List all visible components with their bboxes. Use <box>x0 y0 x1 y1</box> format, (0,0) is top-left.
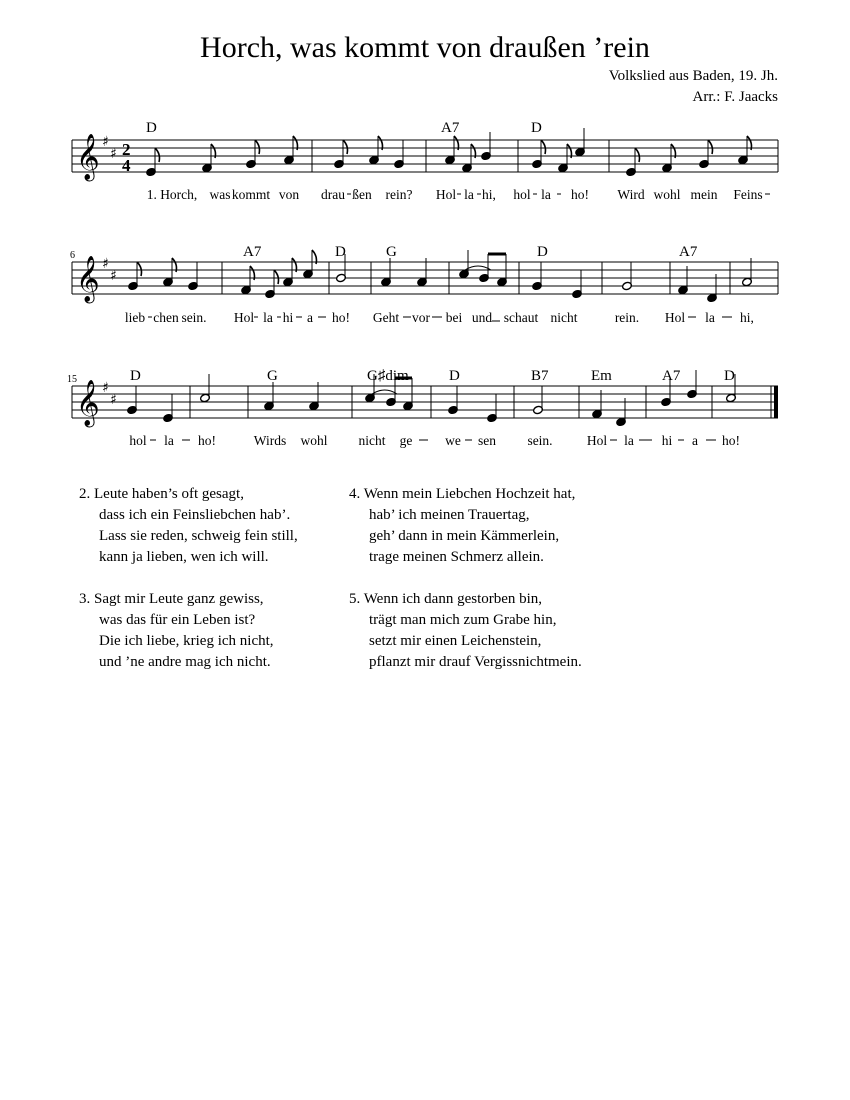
staff-lines <box>72 386 778 418</box>
svg-text:we: we <box>445 433 461 448</box>
svg-text:B7: B7 <box>531 368 549 384</box>
system-1 <box>72 120 778 202</box>
svg-text:hi,: hi, <box>740 310 754 325</box>
svg-text:schaut: schaut <box>503 310 539 325</box>
svg-text:D: D <box>537 244 548 260</box>
svg-text:♯: ♯ <box>110 392 117 408</box>
verse-4 <box>349 484 575 568</box>
svg-text:G: G <box>267 368 278 384</box>
verse-line: trage meinen Schmerz allein. <box>369 549 544 565</box>
svg-text:la: la <box>464 187 474 202</box>
svg-text:D: D <box>130 368 141 384</box>
svg-text:sein.: sein. <box>181 310 207 325</box>
treble-clef: 𝄞 <box>76 256 100 302</box>
svg-text:wohl: wohl <box>653 187 681 202</box>
key-signature <box>102 134 117 162</box>
svg-text:Wirds: Wirds <box>253 433 287 448</box>
svg-text:wohl: wohl <box>300 433 328 448</box>
verse-line: und ’ne andre mag ich nicht. <box>99 654 271 670</box>
verse-line: hab’ ich meinen Trauertag, <box>369 507 530 523</box>
svg-text:D: D <box>146 120 157 136</box>
svg-text:mein: mein <box>690 187 718 202</box>
chord-symbols <box>130 368 735 384</box>
svg-text:chen: chen <box>153 310 179 325</box>
time-signature <box>122 140 131 175</box>
verse-line: 3. Sagt mir Leute ganz gewiss, <box>79 591 264 607</box>
svg-text:la: la <box>263 310 273 325</box>
verse-line: Die ich liebe, krieg ich nicht, <box>99 633 274 649</box>
treble-clef: 𝄞 <box>76 380 100 426</box>
svg-text:D: D <box>531 120 542 136</box>
svg-text:nicht: nicht <box>358 433 386 448</box>
svg-text:und: und <box>471 310 493 325</box>
svg-text:Hol: Hol <box>435 187 457 202</box>
svg-text:drau: drau <box>321 187 345 202</box>
svg-text:ho!: ho! <box>332 310 350 325</box>
svg-text:a: a <box>307 310 313 325</box>
svg-text:hi: hi <box>661 433 673 448</box>
verse-line: setzt mir einen Leichenstein, <box>369 633 542 649</box>
staff-lines <box>72 262 778 294</box>
svg-text:sein.: sein. <box>527 433 553 448</box>
svg-text:rein?: rein? <box>385 187 413 202</box>
svg-text:hi,: hi, <box>482 187 496 202</box>
verse-line: 5. Wenn ich dann gestorben bin, <box>349 591 543 607</box>
key-signature <box>102 256 117 284</box>
svg-text:ho!: ho! <box>571 187 589 202</box>
svg-text:1. Horch,: 1. Horch, <box>146 187 198 202</box>
svg-text:A7: A7 <box>243 244 262 260</box>
svg-text:D: D <box>724 368 735 384</box>
svg-text:♯: ♯ <box>102 256 109 272</box>
system-2 <box>70 244 778 325</box>
verse-line: 2. Leute haben’s oft gesagt, <box>79 486 244 502</box>
chord-symbols <box>243 244 698 260</box>
svg-text:♯: ♯ <box>110 268 117 284</box>
verse-line: was das für ein Leben ist? <box>99 612 256 628</box>
svg-text:G: G <box>386 244 397 260</box>
svg-text:Hol: Hol <box>586 433 608 448</box>
verse-line: Lass sie reden, schweig fein still, <box>99 528 298 544</box>
svg-text:♯: ♯ <box>102 380 109 396</box>
svg-text:ho!: ho! <box>722 433 740 448</box>
svg-text:von: von <box>278 187 300 202</box>
notes <box>128 250 753 303</box>
svg-text:A7: A7 <box>441 120 460 136</box>
svg-text:♯: ♯ <box>110 146 117 162</box>
svg-text:♯: ♯ <box>102 134 109 150</box>
svg-text:la: la <box>705 310 715 325</box>
svg-text:Hol: Hol <box>664 310 686 325</box>
chord-symbols <box>146 120 542 136</box>
svg-text:a: a <box>692 433 698 448</box>
treble-clef: 𝄞 <box>76 134 100 180</box>
svg-text:Em: Em <box>591 368 612 384</box>
svg-text:ho!: ho! <box>198 433 216 448</box>
measure-number: 6 <box>70 250 75 261</box>
svg-text:kommt: kommt <box>231 187 271 202</box>
svg-text:2: 2 <box>122 140 131 159</box>
svg-text:vor: vor <box>412 310 430 325</box>
svg-text:Geht: Geht <box>372 310 400 325</box>
svg-text:D: D <box>449 368 460 384</box>
svg-text:was: was <box>209 187 231 202</box>
verse-2 <box>79 484 298 568</box>
svg-text:Hol: Hol <box>233 310 255 325</box>
measure-number: 15 <box>67 374 77 385</box>
svg-text:hol: hol <box>513 187 531 202</box>
verse-3 <box>79 589 274 673</box>
svg-text:ßen: ßen <box>352 187 372 202</box>
verse-line: dass ich ein Feinsliebchen hab’. <box>99 507 291 523</box>
svg-text:Feins: Feins <box>733 187 763 202</box>
svg-text:Wird: Wird <box>617 187 645 202</box>
svg-text:hi: hi <box>282 310 294 325</box>
composer-credit: Volkslied aus Baden, 19. Jh. <box>608 68 778 84</box>
svg-text:la: la <box>164 433 174 448</box>
svg-text:rein.: rein. <box>614 310 640 325</box>
song-title: Horch, was kommt von draußen ’rein <box>200 31 650 64</box>
svg-text:lieb: lieb <box>124 310 146 325</box>
arranger-credit: Arr.: F. Jaacks <box>692 89 778 105</box>
verse-line: kann ja lieben, wen ich will. <box>99 549 269 565</box>
sheet-music <box>0 0 850 470</box>
svg-text:G♯dim: G♯dim <box>367 368 409 384</box>
key-signature <box>102 380 117 408</box>
svg-text:nicht: nicht <box>550 310 578 325</box>
svg-text:la: la <box>541 187 551 202</box>
system-3 <box>67 368 778 448</box>
lyrics <box>147 187 763 202</box>
svg-text:la: la <box>624 433 634 448</box>
svg-text:4: 4 <box>122 156 131 175</box>
svg-text:hol: hol <box>129 433 147 448</box>
svg-text:bei: bei <box>445 310 463 325</box>
svg-text:ge: ge <box>399 433 413 448</box>
verse-line: pflanzt mir drauf Vergissnichtmein. <box>369 654 582 670</box>
verse-line: 4. Wenn mein Liebchen Hochzeit hat, <box>349 486 576 502</box>
verse-line: trägt man mich zum Grabe hin, <box>369 612 557 628</box>
verse-line: geh’ dann in mein Kämmerlein, <box>369 528 560 544</box>
svg-text:sen: sen <box>478 433 496 448</box>
svg-text:A7: A7 <box>662 368 681 384</box>
svg-text:A7: A7 <box>679 244 698 260</box>
svg-text:D: D <box>335 244 346 260</box>
verse-5 <box>349 589 582 673</box>
